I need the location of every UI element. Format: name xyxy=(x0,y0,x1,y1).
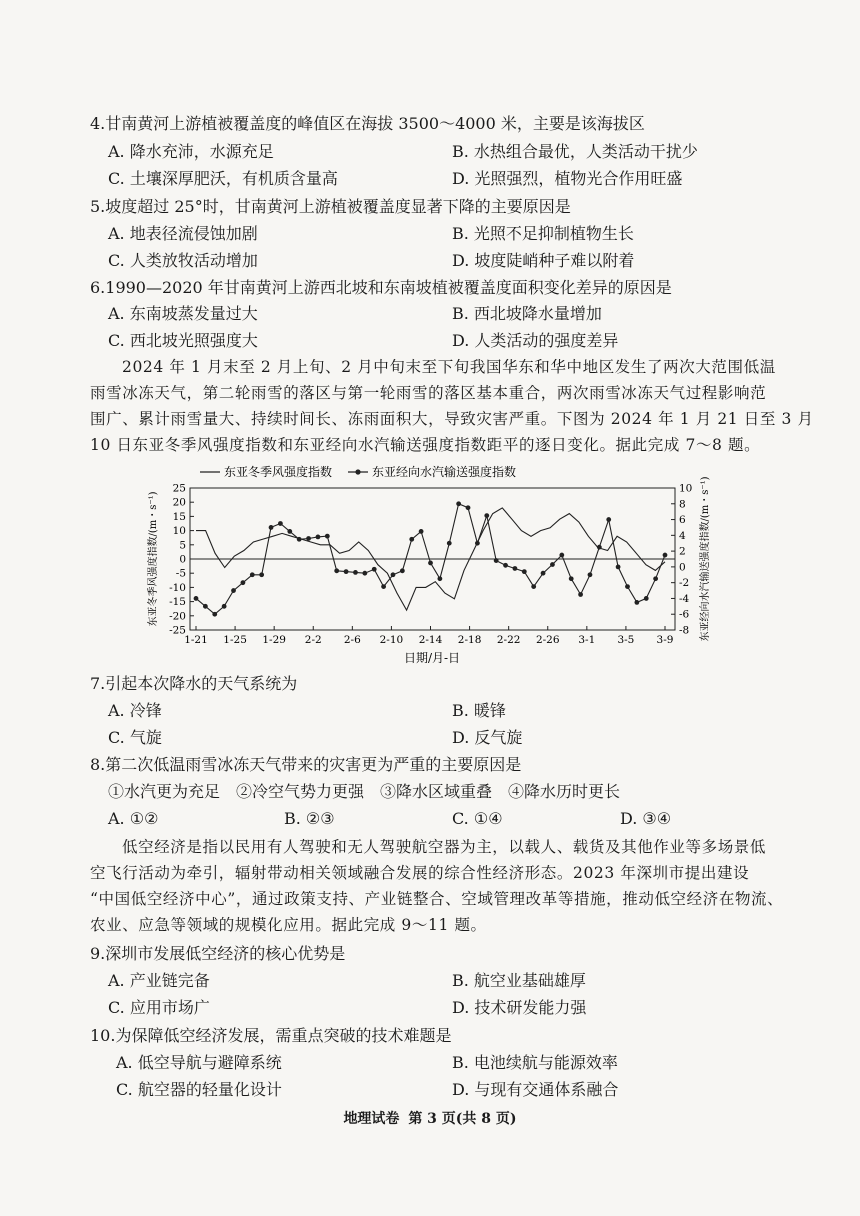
series-point-vapor xyxy=(634,600,639,605)
x-axis-label: 日期/月-日 xyxy=(403,651,461,665)
page-footer xyxy=(0,1108,860,1128)
left-tick-label: -25 xyxy=(169,624,186,637)
series-point-vapor xyxy=(653,576,658,581)
series-point-vapor xyxy=(597,545,602,550)
series-point-vapor xyxy=(334,568,339,573)
series-point-vapor xyxy=(194,596,199,601)
right-tick-label: 0 xyxy=(679,561,686,574)
q9-option-d: D. 技术研发能力强 xyxy=(452,998,587,1017)
passage-line: “中国低空经济中心”，通过政策支持、产业链整合、空域管理改革等措施，推动低空经济在物流、 xyxy=(90,890,784,908)
q8-option-c: C. ①④ xyxy=(452,809,503,828)
series-point-vapor xyxy=(409,537,414,542)
footer-subject: 地理试卷 xyxy=(343,1111,400,1127)
series-point-vapor xyxy=(241,580,246,585)
q5-option-b: B. 光照不足抑制植物生长 xyxy=(452,224,634,243)
q4-option-d: D. 光照强烈，植物光合作用旺盛 xyxy=(452,169,683,188)
x-tick-label: 2-2 xyxy=(304,634,322,646)
q10-option-a: A. 低空导航与避障系统 xyxy=(116,1053,282,1072)
series-point-vapor xyxy=(437,576,442,581)
passage-line: 雨雪冰冻天气，第二轮雨雪的落区与第一轮雨雪的落区基本重合，两次雨雪冰冻天气过程影响范 xyxy=(90,384,767,402)
series-point-vapor xyxy=(494,558,499,563)
passage-line: 空飞行活动为牵引，辐射带动相关领域融合发展的综合性经济形态。2023 年深圳市提出建设 xyxy=(90,864,750,882)
series-point-vapor xyxy=(588,572,593,577)
left-tick-label: -5 xyxy=(175,567,186,580)
series-point-vapor xyxy=(353,570,358,575)
chart-legend xyxy=(200,464,516,479)
series-point-vapor xyxy=(287,529,292,534)
passage-line: 10 日东亚冬季风强度指数和东亚经向水汽输送强度指数距平的逐日变化。据此完成 7～8 题。 xyxy=(90,436,761,454)
right-tick-label: -8 xyxy=(679,624,690,637)
q5-option-a: A. 地表径流侵蚀加剧 xyxy=(108,224,258,243)
series-point-vapor xyxy=(484,513,489,518)
left-tick-label: -20 xyxy=(169,610,186,623)
series-point-vapor xyxy=(212,612,217,617)
q7-option-a: A. 冷锋 xyxy=(108,701,162,720)
passage-low-altitude xyxy=(90,834,784,938)
series-point-vapor xyxy=(541,571,546,576)
right-tick-label: -6 xyxy=(679,608,690,621)
series-point-vapor xyxy=(306,536,311,541)
right-tick-label: 4 xyxy=(679,529,686,542)
x-tick-label: 3-9 xyxy=(656,634,674,646)
q4-stem: 4.甘南黄河上游植被覆盖度的峰值区在海拔 3500～4000 米，主要是该海拔区 xyxy=(90,114,645,133)
series-point-vapor xyxy=(344,569,349,574)
series-point-vapor xyxy=(419,529,424,534)
series-point-vapor xyxy=(391,572,396,577)
series-point-vapor xyxy=(372,567,377,572)
series-point-vapor xyxy=(362,571,367,576)
q8-stem: 8.第二次低温雨雪冰冻天气带来的灾害更为严重的主要原因是 xyxy=(90,755,522,774)
series-point-vapor xyxy=(428,561,433,566)
series-point-vapor xyxy=(456,501,461,506)
left-tick-label: 0 xyxy=(179,553,186,566)
q8-option-d: D. ③④ xyxy=(620,809,672,828)
right-tick-label: 6 xyxy=(679,514,686,527)
legend-marker-vapor xyxy=(355,469,360,474)
q9-option-b: B. 航空业基础雄厚 xyxy=(452,971,586,990)
y-axis-left-label: 东亚冬季风强度指数/(m・s⁻¹) xyxy=(148,491,159,627)
right-tick-label: 8 xyxy=(679,498,686,511)
q10-option-c: C. 航空器的轻量化设计 xyxy=(116,1080,282,1099)
right-tick-label: 2 xyxy=(679,545,686,558)
series-point-vapor xyxy=(222,604,227,609)
legend-vapor: 东亚经向水汽输送强度指数 xyxy=(372,465,517,479)
right-tick-label: 10 xyxy=(679,482,693,495)
x-tick-label: 1-25 xyxy=(223,634,247,646)
q9-option-c: C. 应用市场广 xyxy=(108,998,210,1017)
x-axis xyxy=(184,626,673,646)
series-point-vapor xyxy=(644,596,649,601)
line-chart xyxy=(120,460,720,670)
left-tick-label: 5 xyxy=(179,539,186,552)
x-tick-label: 3-1 xyxy=(578,634,596,646)
left-tick-label: 25 xyxy=(172,482,186,495)
left-tick-label: -15 xyxy=(169,596,186,609)
right-tick-label: -2 xyxy=(679,577,690,590)
q7-option-d: D. 反气旋 xyxy=(452,728,523,747)
q7-stem: 7.引起本次降水的天气系统为 xyxy=(90,674,298,693)
q6-option-b: B. 西北坡降水量增加 xyxy=(452,304,602,323)
q5-option-c: C. 人类放牧活动增加 xyxy=(108,251,258,270)
series-point-vapor xyxy=(522,569,527,574)
passage-line: 低空经济是指以民用有人驾驶和无人驾驶航空器为主，以载人、载货及其他作业等多场景低 xyxy=(122,838,767,856)
q4-option-a: A. 降水充沛，水源充足 xyxy=(108,142,274,161)
series-point-vapor xyxy=(559,553,564,558)
x-tick-label: 1-29 xyxy=(262,634,286,646)
series-point-vapor xyxy=(203,604,208,609)
q7-option-c: C. 气旋 xyxy=(108,728,162,747)
series-point-vapor xyxy=(578,592,583,597)
right-tick-label: -4 xyxy=(679,592,690,605)
series-point-vapor xyxy=(447,541,452,546)
passage-line: 围广、累计雨雪量大、持续时间长、冻雨面积大，导致灾害严重。下图为 2024 年 1 月 21 日至 3 月 xyxy=(90,410,814,428)
series-point-vapor xyxy=(269,525,274,530)
series-point-vapor xyxy=(259,572,264,577)
q6-option-d: D. 人类活动的强度差异 xyxy=(452,331,619,350)
x-tick-label: 2-22 xyxy=(496,634,521,646)
series-point-vapor xyxy=(513,566,518,571)
q5-stem: 5.坡度超过 25°时，甘南黄河上游植被覆盖度显著下降的主要原因是 xyxy=(90,197,571,216)
passage-weather xyxy=(90,354,814,458)
series-point-vapor xyxy=(231,588,236,593)
x-tick-label: 2-10 xyxy=(379,634,404,646)
x-tick-label: 2-26 xyxy=(535,634,560,646)
q7-option-b: B. 暖锋 xyxy=(452,701,506,720)
q8-option-b: B. ②③ xyxy=(284,809,335,828)
q9-option-a: A. 产业链完备 xyxy=(108,971,210,990)
series-point-vapor xyxy=(278,521,283,526)
series-point-vapor xyxy=(297,537,302,542)
q10-option-b: B. 电池续航与能源效率 xyxy=(452,1053,618,1072)
q8-statements: ①水汽更为充足 ②冷空气势力更强 ③降水区域重叠 ④降水历时更长 xyxy=(108,782,621,801)
q10-stem: 10.为保障低空经济发展，需重点突破的技术难题是 xyxy=(90,1026,452,1045)
legend-monsoon: 东亚冬季风强度指数 xyxy=(224,465,333,479)
footer-page-number: 第 3 页(共 8 页) xyxy=(408,1111,517,1127)
q4-option-b: B. 水热组合最优，人类活动干扰少 xyxy=(452,142,698,161)
x-tick-label: 1-21 xyxy=(184,634,208,646)
x-tick-label: 3-5 xyxy=(617,634,635,646)
series-point-vapor xyxy=(569,576,574,581)
series-point-vapor xyxy=(606,517,611,522)
series-point-vapor xyxy=(625,584,630,589)
q4-option-c: C. 土壤深厚肥沃，有机质含量高 xyxy=(108,169,338,188)
x-tick-label: 2-18 xyxy=(457,634,482,646)
y-axis-right-label: 东亚经向水汽输送强度指数/(m・s⁻¹) xyxy=(700,476,711,642)
series-point-vapor xyxy=(466,505,471,510)
series-point-vapor xyxy=(531,584,536,589)
series-point-vapor xyxy=(325,534,330,539)
x-tick-label: 2-14 xyxy=(418,634,443,646)
passage-line: 农业、应急等领域的规模化应用。据此完成 9～11 题。 xyxy=(90,916,487,934)
series-point-vapor xyxy=(400,568,405,573)
series-point-vapor xyxy=(475,541,480,546)
q8-option-a: A. ①② xyxy=(108,809,159,828)
left-tick-label: -10 xyxy=(169,581,186,594)
q6-option-c: C. 西北坡光照强度大 xyxy=(108,331,258,350)
q6-option-a: A. 东南坡蒸发量过大 xyxy=(108,304,258,323)
series-point-vapor xyxy=(381,584,386,589)
q9-stem: 9.深圳市发展低空经济的核心优势是 xyxy=(90,944,346,963)
series-point-vapor xyxy=(503,563,508,568)
passage-line: 2024 年 1 月末至 2 月上旬、2 月中旬末至下旬我国华东和华中地区发生了两次大范围低温 xyxy=(122,358,776,376)
series-point-vapor xyxy=(616,564,621,569)
left-tick-label: 20 xyxy=(172,496,186,509)
left-tick-label: 15 xyxy=(172,510,186,523)
q10-option-d: D. 与现有交通体系融合 xyxy=(452,1080,619,1099)
series-point-vapor xyxy=(663,553,668,558)
q5-option-d: D. 坡度陡峭种子难以附着 xyxy=(452,251,635,270)
series-point-vapor xyxy=(550,562,555,567)
series-point-vapor xyxy=(316,535,321,540)
series-point-vapor xyxy=(250,572,255,577)
x-tick-label: 2-6 xyxy=(343,634,361,646)
q6-stem: 6.1990—2020 年甘南黄河上游西北坡和东南坡植被覆盖度面积变化差异的原因是 xyxy=(90,278,672,297)
left-tick-label: 10 xyxy=(172,525,186,538)
